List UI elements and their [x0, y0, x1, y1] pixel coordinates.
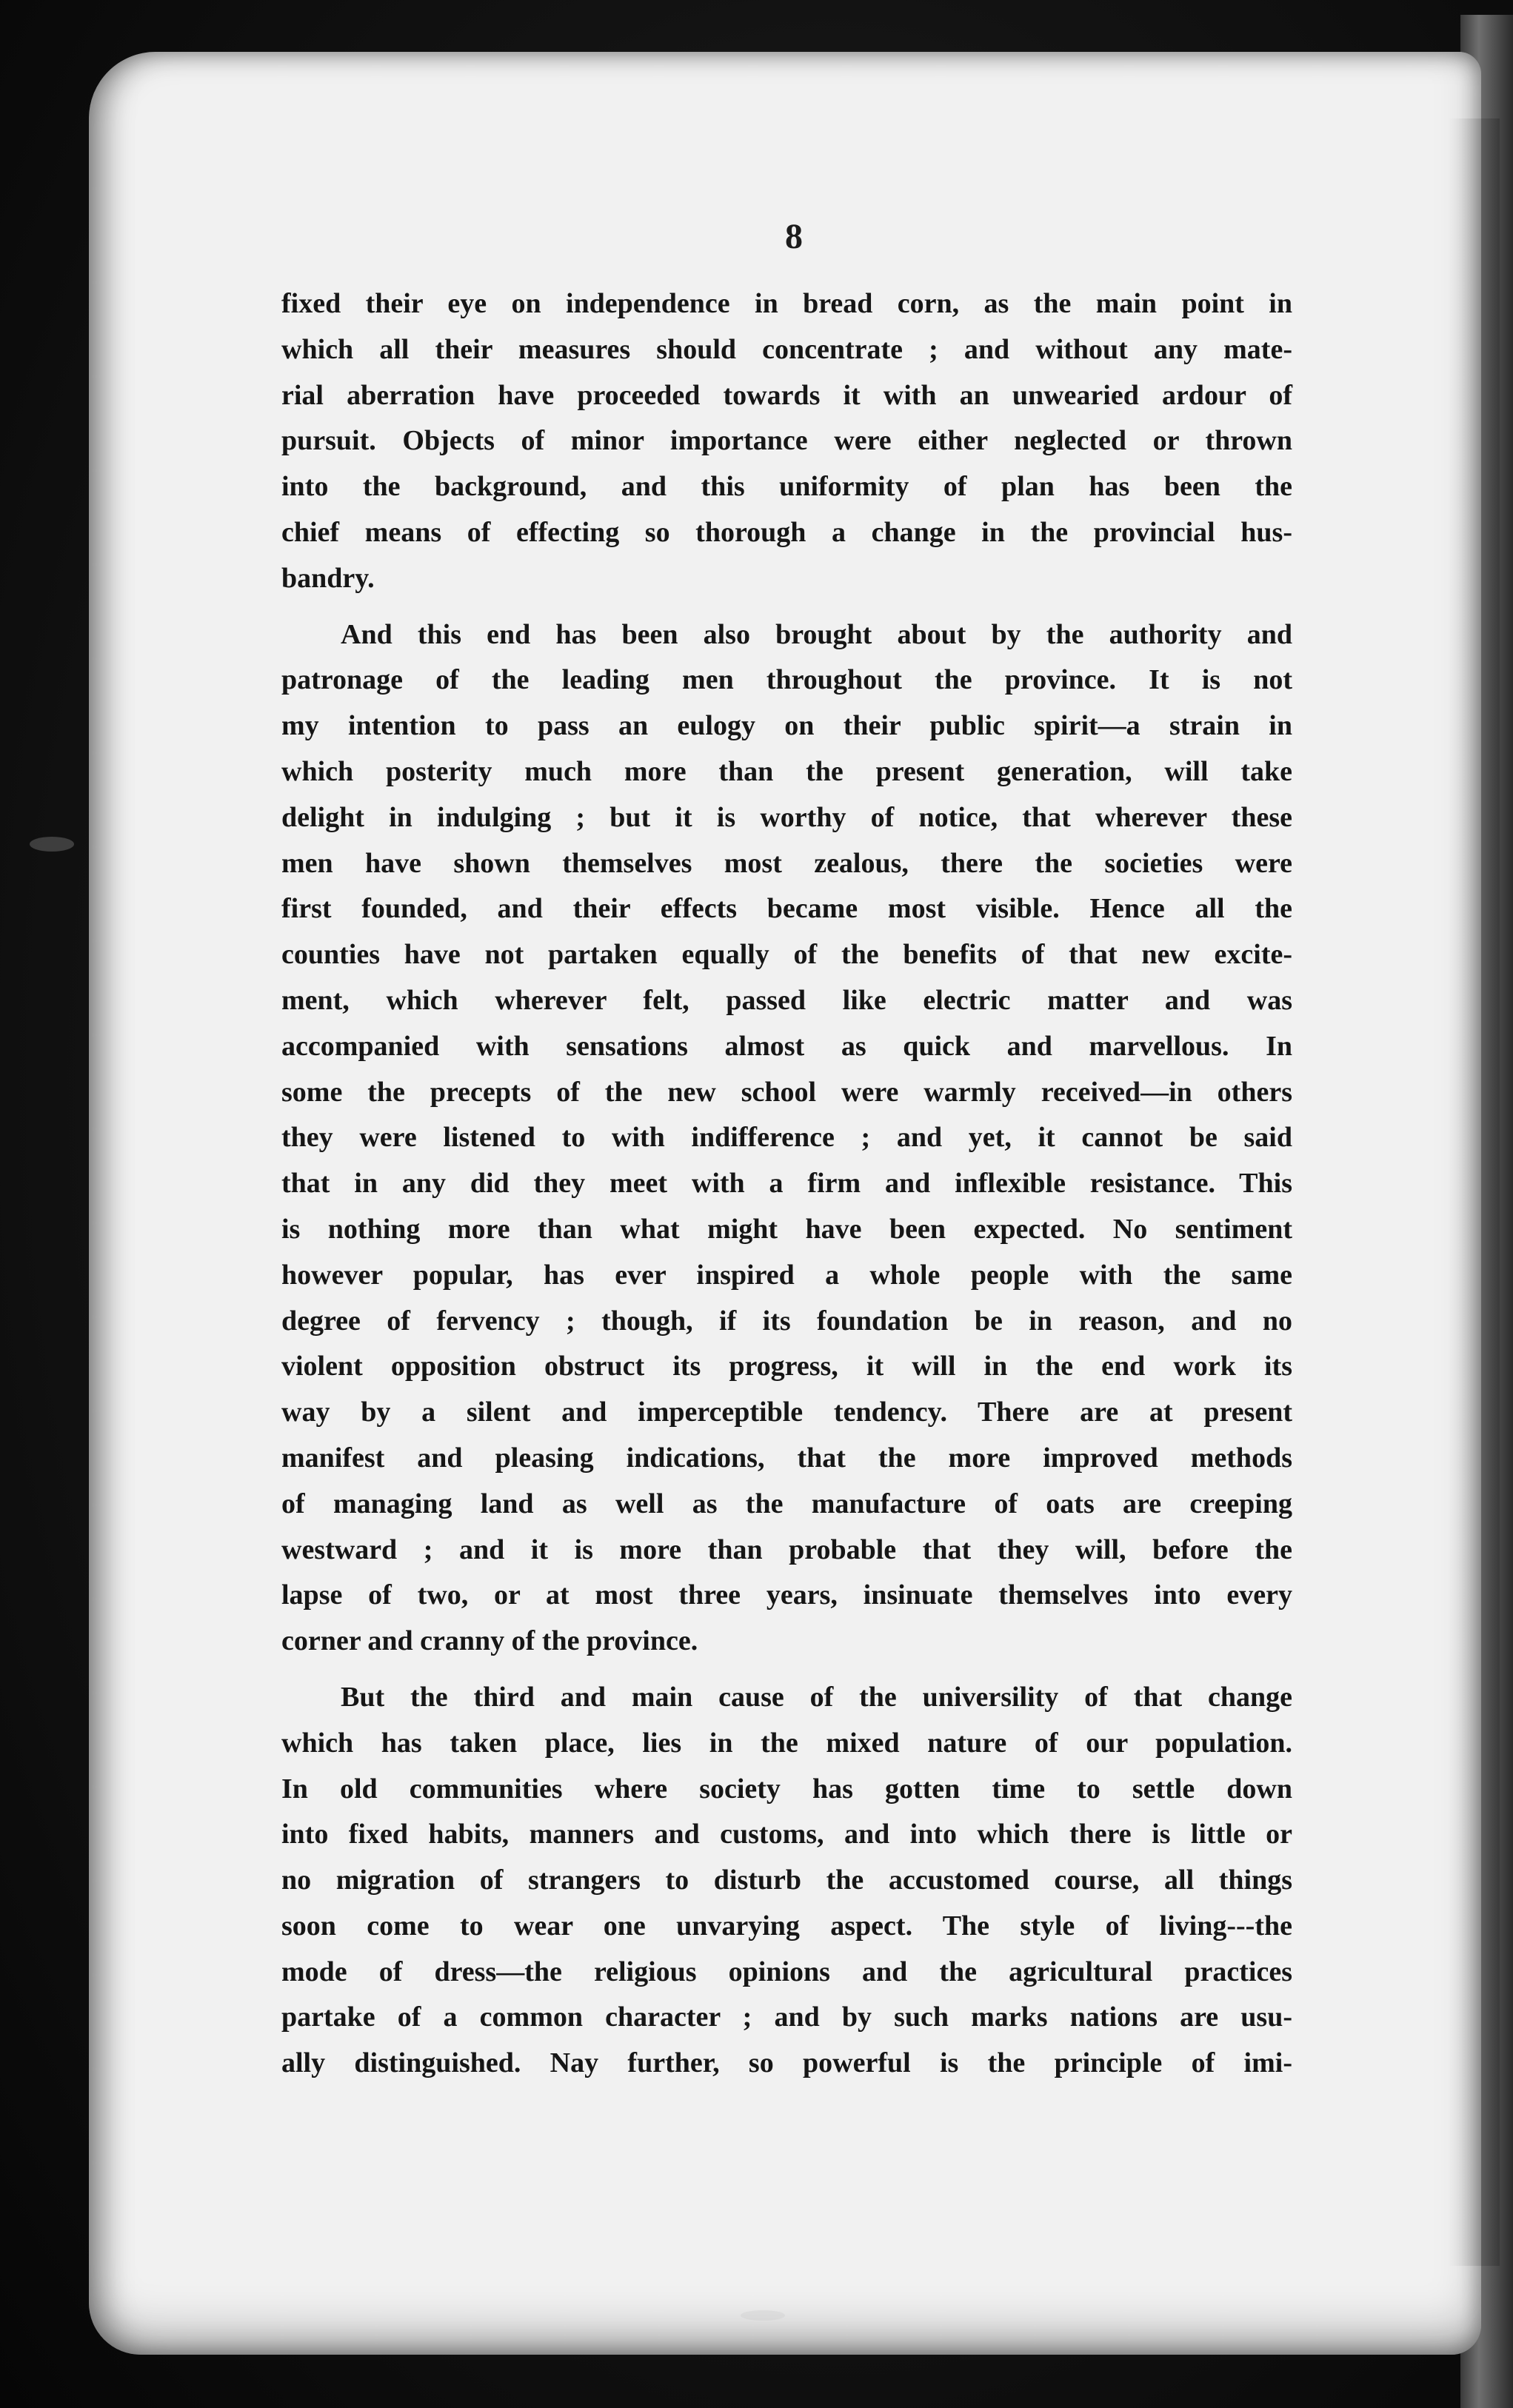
text-line: accompanied with sensations almost as quick and marvellous. In: [281, 1030, 1292, 1062]
text-line: And this end has been also brought about by the authority and: [341, 618, 1292, 650]
text-line: degree of fervency ; though, if its foundation be in reason, and no: [281, 1305, 1292, 1337]
text-line: way by a silent and imperceptible tendency. There are at present: [281, 1397, 1292, 1428]
text-line: into fixed habits, manners and customs, and into which there is little or: [281, 1819, 1292, 1850]
text-line: that in any did they meet with a firm and inflexible resistance. This: [281, 1168, 1292, 1200]
text-line: ment, which wherever felt, passed like electric matter and was: [281, 984, 1292, 1016]
text-line: counties have not partaken equally of the benefits of that new excite-: [281, 939, 1292, 971]
body-text: [281, 281, 1292, 2087]
text-line: manifest and pleasing indications, that the more improved methods: [281, 1442, 1292, 1474]
page-shadow: [1448, 118, 1500, 2266]
page-smudge: [30, 837, 74, 852]
text-line: westward ; and it is more than probable that they will, before the: [281, 1534, 1292, 1565]
text-line: of managing land as well as the manufacture of oats are creeping: [281, 1488, 1292, 1519]
text-line: rial aberration have proceeded towards it with an unwearied ardour of: [281, 379, 1292, 411]
text-line: some the precepts of the new school were warmly received—in others: [281, 1076, 1292, 1108]
text-line: which all their measures should concentrate ; and without any mate-: [281, 333, 1292, 365]
text-line: is nothing more than what might have been expected. No sentiment: [281, 1213, 1292, 1245]
text-line: lapse of two, or at most three years, insinuate themselves into every: [281, 1579, 1292, 1611]
text-line: pursuit. Objects of minor importance were either neglected or thrown: [281, 425, 1292, 457]
text-line: bandry.: [281, 562, 375, 594]
text-line: soon come to wear one unvarying aspect. The style of living---the: [281, 1910, 1292, 1942]
text-line: however popular, has ever inspired a whole people with the same: [281, 1259, 1292, 1291]
text-line: chief means of effecting so thorough a change in the provincial hus-: [281, 516, 1292, 548]
page-smudge: [741, 2310, 785, 2321]
text-line: into the background, and this uniformity of plan has been the: [281, 471, 1292, 503]
text-line: no migration of strangers to disturb the accustomed course, all things: [281, 1864, 1292, 1896]
text-line: But the third and main cause of the universility of that change: [341, 1681, 1292, 1713]
text-line: men have shown themselves most zealous, there the societies were: [281, 847, 1292, 879]
text-line: fixed their eye on independence in bread corn, as the main point in: [281, 288, 1292, 319]
text-line: which has taken place, lies in the mixed nature of our population.: [281, 1727, 1292, 1759]
text-line: partake of a common character ; and by such marks nations are usu-: [281, 2001, 1292, 2033]
text-line: patronage of the leading men throughout the province. It is not: [281, 664, 1292, 696]
text-line: In old communities where society has gotten time to settle down: [281, 1773, 1292, 1805]
text-line: corner and cranny of the province.: [281, 1625, 698, 1657]
text-line: which posterity much more than the present generation, will take: [281, 755, 1292, 787]
page-number: 8: [785, 217, 803, 256]
text-line: my intention to pass an eulogy on their public spirit—a strain in: [281, 710, 1292, 742]
text-line: first founded, and their effects became most visible. Hence all the: [281, 893, 1292, 925]
text-line: delight in indulging ; but it is worthy of notice, that wherever these: [281, 801, 1292, 833]
text-line: ally distinguished. Nay further, so powerful is the principle of imi-: [281, 2047, 1292, 2079]
text-line: they were listened to with indifference ; and yet, it cannot be said: [281, 1122, 1292, 1154]
text-line: violent opposition obstruct its progress, it will in the end work its: [281, 1351, 1292, 1382]
text-line: mode of dress—the religious opinions and the agricultural practices: [281, 1956, 1292, 1987]
